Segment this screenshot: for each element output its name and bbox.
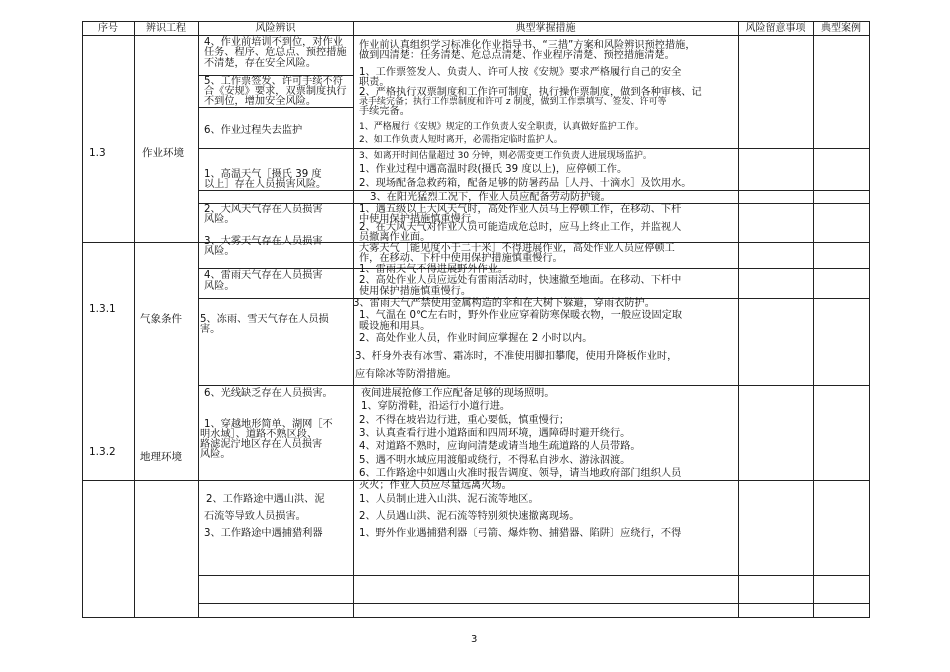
risk-text: 任务、程序、危总点、预控措施: [204, 47, 347, 58]
risk-text: 4、作业前培训不到位，对作业: [204, 37, 343, 48]
risk-text: 以上］存在人员损害风险。: [204, 179, 327, 190]
measure-text: 大雾天气［能见度小于二十米］不得进展作业，高处作业人员应停顿工: [359, 243, 675, 254]
measure-text: 3、杆身外表有冰雪、霜冻时，不准使用脚扣攀爬，使用升降板作业时，: [355, 351, 678, 362]
row-line: [198, 385, 870, 386]
risk-text: 风险。: [204, 246, 235, 257]
measure-text: 2、严格执行双票制度和工作许可制度，执行操作票制度，做到各种审核、记: [359, 87, 702, 98]
measure-text: 2、不得在坡岩边行进，重心要低，慎重慢行；: [359, 415, 570, 426]
header-attention: 风险留意事项: [745, 23, 806, 34]
measure-text: 4、对道路不熟时，应询问清楚或请当地生疏道路的人员带路。: [359, 441, 641, 452]
measure-text: 中使用保护措施慎重慢行。: [359, 214, 482, 225]
measure-text: 应有除冰等防滑措施。: [355, 369, 457, 380]
measure-text: 2、高处作业人员，作业时间应掌握在 2 小时以内。: [359, 333, 593, 344]
measure-text: 3、认真查看行进小道路面和四周环境，遇障碍时避开绕行。: [359, 428, 631, 439]
table-border-right: [869, 21, 870, 618]
measure-text: 1、雷雨天气不得进展野外作业。: [359, 264, 509, 275]
risk-text: 6、光线缺乏存在人员损害。: [204, 388, 333, 399]
measure-text: 职责。: [359, 77, 390, 88]
section-name: 地理环境: [140, 451, 182, 463]
risk-text: 害。: [200, 324, 221, 335]
measure-text: 3、雷雨天气严禁使用金属构造的伞和在大树下躲避，穿雨衣防护。: [353, 298, 655, 309]
risk-text: 3、大雾天气存在人员损害: [204, 236, 323, 247]
measure-text: 1、人员制止进入山洪、泥石流等地区。: [359, 494, 539, 505]
measure-text: 作业前认真组织学习标准化作业指导书、“三措”方案和风险辨识预控措施，: [359, 40, 696, 51]
measure-text: 6、工作路途中如遇山火准时报告调度、领导，请当地政府部门组织人员: [359, 468, 682, 479]
measure-text: 1、野外作业遇捕猎利器〔弓箭、爆炸物、捕猎器、陷阱〕应绕行，不得: [359, 528, 682, 539]
risk-text: 石流等导致人员损害。: [204, 511, 306, 522]
risk-text: 不清楚，存在安全风险。: [204, 58, 317, 69]
risk-text: 合《安规》要求，双票制度执行: [204, 86, 347, 97]
measure-text: 2、在大风天气对作业人员可能造成危总时，应马上终止工作，并监视人: [359, 222, 682, 233]
row-line: [198, 107, 353, 108]
section-number: 1.3.1: [89, 303, 116, 315]
risk-text: 不到位，增加安全风险。: [204, 96, 317, 107]
measure-text: 1、穿防滑鞋，沿运行小道行进。: [361, 401, 511, 412]
section-number: 1.3.2: [89, 446, 116, 458]
section-name: 气象条件: [140, 313, 182, 325]
risk-text: 明水域］、道路不熟区段、: [200, 429, 318, 440]
measure-text: 1、遇五级以上大风天气时，高处作业人员马上停顿工作，在移动、下杆: [359, 204, 682, 215]
header-project: 辨识工程: [146, 23, 186, 34]
measure-text: 员撤离作业面。: [359, 232, 431, 243]
measure-text: 2、人员遇山洪、泥石流等特别须快速撤离现场。: [359, 511, 580, 522]
measure-text: 作，在移动、下杆中使用保护措施慎重慢行。: [359, 253, 563, 264]
measure-text: 使用保护措施慎重慢行。: [359, 286, 472, 297]
page-number: 3: [471, 634, 478, 645]
col-line: [198, 21, 199, 618]
risk-text: 风险。: [200, 449, 231, 460]
table-border-left: [82, 21, 83, 618]
risk-text: 3、工作路途中遇捕猎利器: [204, 528, 323, 539]
measure-text: 5、遇不明水域应用渡船或绕行，不得私自涉水、游泳泅渡。: [359, 455, 631, 466]
measure-text: 做到四清楚：任务清楚、危总点清楚、作业程序清楚、预控措施清楚。: [359, 50, 675, 61]
risk-text: 5、冻雨、雪天气存在人员损: [200, 314, 329, 325]
header-no: 序号: [98, 23, 118, 34]
risk-text: 2、工作路途中遇山洪、泥: [206, 494, 325, 505]
col-line: [813, 21, 814, 618]
measure-text: 夜间进展抢修工作应配备足够的现场照明。: [361, 388, 555, 399]
header-case: 典型案例: [821, 23, 861, 34]
measure-text: 1、作业过程中遇高温时段(摄氏 39 度以上)，应停顿工作。: [359, 164, 628, 175]
row-line: [198, 148, 870, 149]
col-line: [738, 21, 739, 618]
measure-text: 暖设施和用具。: [359, 321, 431, 332]
risk-text: 5、工作票签发、许可手续不符: [204, 76, 343, 87]
risk-text: 风险。: [204, 214, 235, 225]
measure-text: 2、高处作业人员应远处有雷雨活动时，快速撤至地面。在移动、下杆中: [359, 275, 682, 286]
measure-text: 录手续完备；执行工作票制度和许可 z 制度，做到工作票填写、签发、许可等: [359, 97, 667, 107]
measure-text: 1、严格履行《安规》规定的工作负责人安全职责，认真做好监护工作。: [359, 122, 644, 132]
measure-text: 3、在阳光猛烈工况下，作业人员应配备劳动防护镜。: [370, 192, 611, 203]
risk-text: 2、大风天气存在人员损害: [204, 204, 323, 215]
section-name: 作业环境: [142, 147, 184, 159]
risk-text: 1、高温天气［摄氏 39 度: [204, 169, 322, 180]
row-line: [198, 575, 870, 576]
measure-text: 手续完备。: [359, 106, 410, 117]
header-risk: 风险辨识: [255, 23, 296, 34]
measure-text: 2、如工作负责人短时离开，必需指定临时监护人。: [359, 135, 563, 145]
risk-text: 路滤泥泞地区存在人员损害: [200, 439, 323, 450]
row-line: [198, 190, 870, 191]
header-measures: 典型掌握措施: [515, 23, 576, 34]
row-line: [198, 603, 870, 604]
risk-text: 1、穿越地形简单、湖网［不: [204, 419, 333, 430]
measure-text: 1、气温在 0℃左右时，野外作业应穿着防寒保暖衣物，一般应设固定取: [359, 310, 683, 321]
measure-text: 2、现场配备急救药箱，配备足够的防暑药品［人丹、十滴水］及饮用水。: [359, 178, 692, 189]
col-line: [134, 21, 135, 618]
measure-text: 1、工作票签发人、负责人、许可人按《安规》要求严格履行自己的安全: [359, 67, 682, 78]
risk-text: 4、雷雨天气存在人员损害: [204, 270, 323, 281]
table-border-bottom: [82, 617, 870, 618]
row-line: [198, 268, 870, 269]
risk-text: 6、作业过程失去监护: [204, 125, 303, 136]
section-number: 1.3: [89, 147, 106, 159]
measure-text: 3、如离开时间估量超过 30 分钟，则必需变更工作负责人进展现场监护。: [359, 151, 652, 161]
risk-text: 风险。: [204, 281, 235, 292]
col-line: [353, 21, 354, 618]
measure-text: 灭火；作业人员应尽量远离火场。: [359, 480, 512, 491]
